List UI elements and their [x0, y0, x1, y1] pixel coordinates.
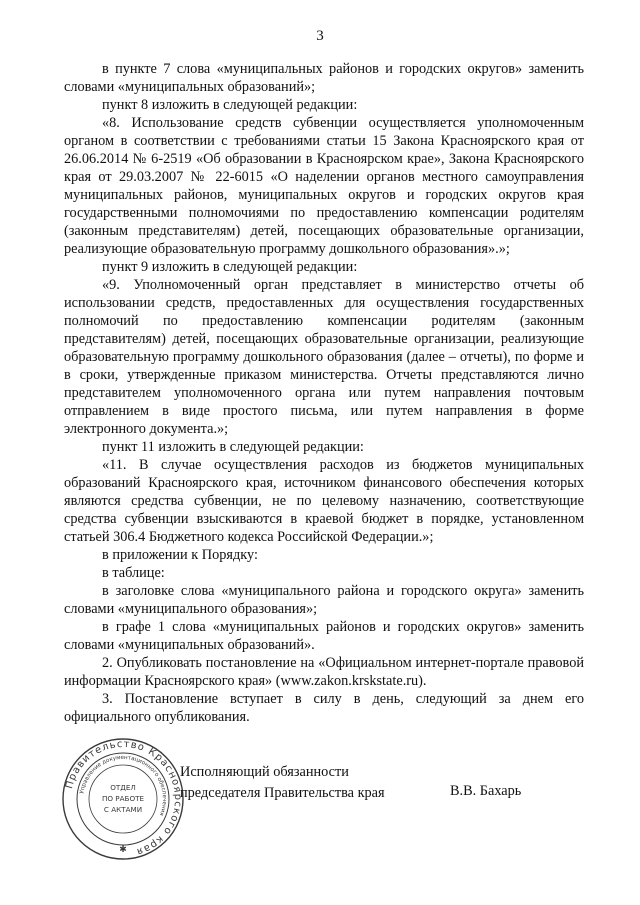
stamp-inner-text: Управление документационного обеспечения	[79, 754, 168, 817]
stamp-center-line: ПО РАБОТЕ	[101, 794, 145, 803]
document-body	[64, 60, 584, 726]
paragraph: в пункте 7 слова «муниципальных районов и городских округов» заменить словами «муниципальных образований»;	[64, 61, 584, 95]
signatory-name: В.В. Бахарь	[450, 783, 522, 799]
signature-title-line2: председателя Правительства края	[180, 785, 385, 801]
signature-title-line1: Исполняющий обязанности	[180, 764, 349, 780]
paragraph: 2. Опубликовать постановление на «Официальном интернет-портале правовой информации Красноярского края» (www.zakon.krskstate.ru).	[64, 655, 584, 689]
stamp-center-line: ОТДЕЛ	[110, 783, 136, 792]
paragraph: пункт 11 изложить в следующей редакции:	[102, 439, 364, 455]
paragraph: в таблице:	[102, 565, 165, 581]
star-icon: ✱	[119, 844, 127, 854]
paragraph: в приложении к Порядку:	[102, 547, 258, 563]
signature-block	[180, 762, 600, 804]
paragraph: пункт 9 изложить в следующей редакции:	[102, 259, 358, 275]
paragraph: в заголовке слова «муниципального района и городского округа» заменить словами «муниципального образования»;	[64, 583, 584, 617]
stamp-outer-text: Правительство Красноярского края	[64, 738, 184, 858]
paragraph: в графе 1 слова «муниципальных районов и городских округов» заменить словами «муниципальных образований».	[64, 619, 584, 653]
paragraph: «9. Уполномоченный орган представляет в министерство отчеты об использовании средств, предоставленных для осуществления государственных полномочий по предоставлению компенсации родителям (законным представителям) детей, посещающих образовательные организации, реализующие образовательную программу дошкольного образования (далее – отчеты), по форме и в сроки, утвержденные приказом министерства. Отчеты представляются лично представителем уполномоченного органа или путем направления почтовым отправлением в виде простого письма, или путем направления в форме электронного документа.»;	[64, 277, 584, 437]
paragraph: пункт 8 изложить в следующей редакции:	[102, 97, 358, 113]
official-stamp	[60, 736, 186, 862]
paragraph: 3. Постановление вступает в силу в день, следующий за днем его официального опубликования.	[64, 691, 584, 725]
stamp-center-line: С АКТАМИ	[103, 805, 143, 814]
page-number: 3	[316, 28, 324, 44]
paragraph: «8. Использование средств субвенции осуществляется уполномоченным органом в соответствии с требованиями статьи 15 Закона Красноярского края от 26.06.2014 № 6-2519 «Об образовании в Красноярском крае», Закона Красноярского края от 29.03.2007 № 22-6015 «О наделении органов местного самоуправления муниципальных районов, муниципальных округов и городских округов края государственными полномочиями по предоставлению компенсации родителям (законным представителям) детей, посещающих образовательные организации, реализующие образовательную программу дошкольного образования».»;	[64, 115, 584, 257]
paragraph: «11. В случае осуществления расходов из бюджетов муниципальных образований Красноярского края, источником финансового обеспечения которых являются средства субвенции, не по целевому назначению, соответствующие средства субвенции взыскиваются в краевой бюджет в порядке, установленном статьей 306.4 Бюджетного кодекса Российской Федерации.»;	[64, 457, 584, 545]
